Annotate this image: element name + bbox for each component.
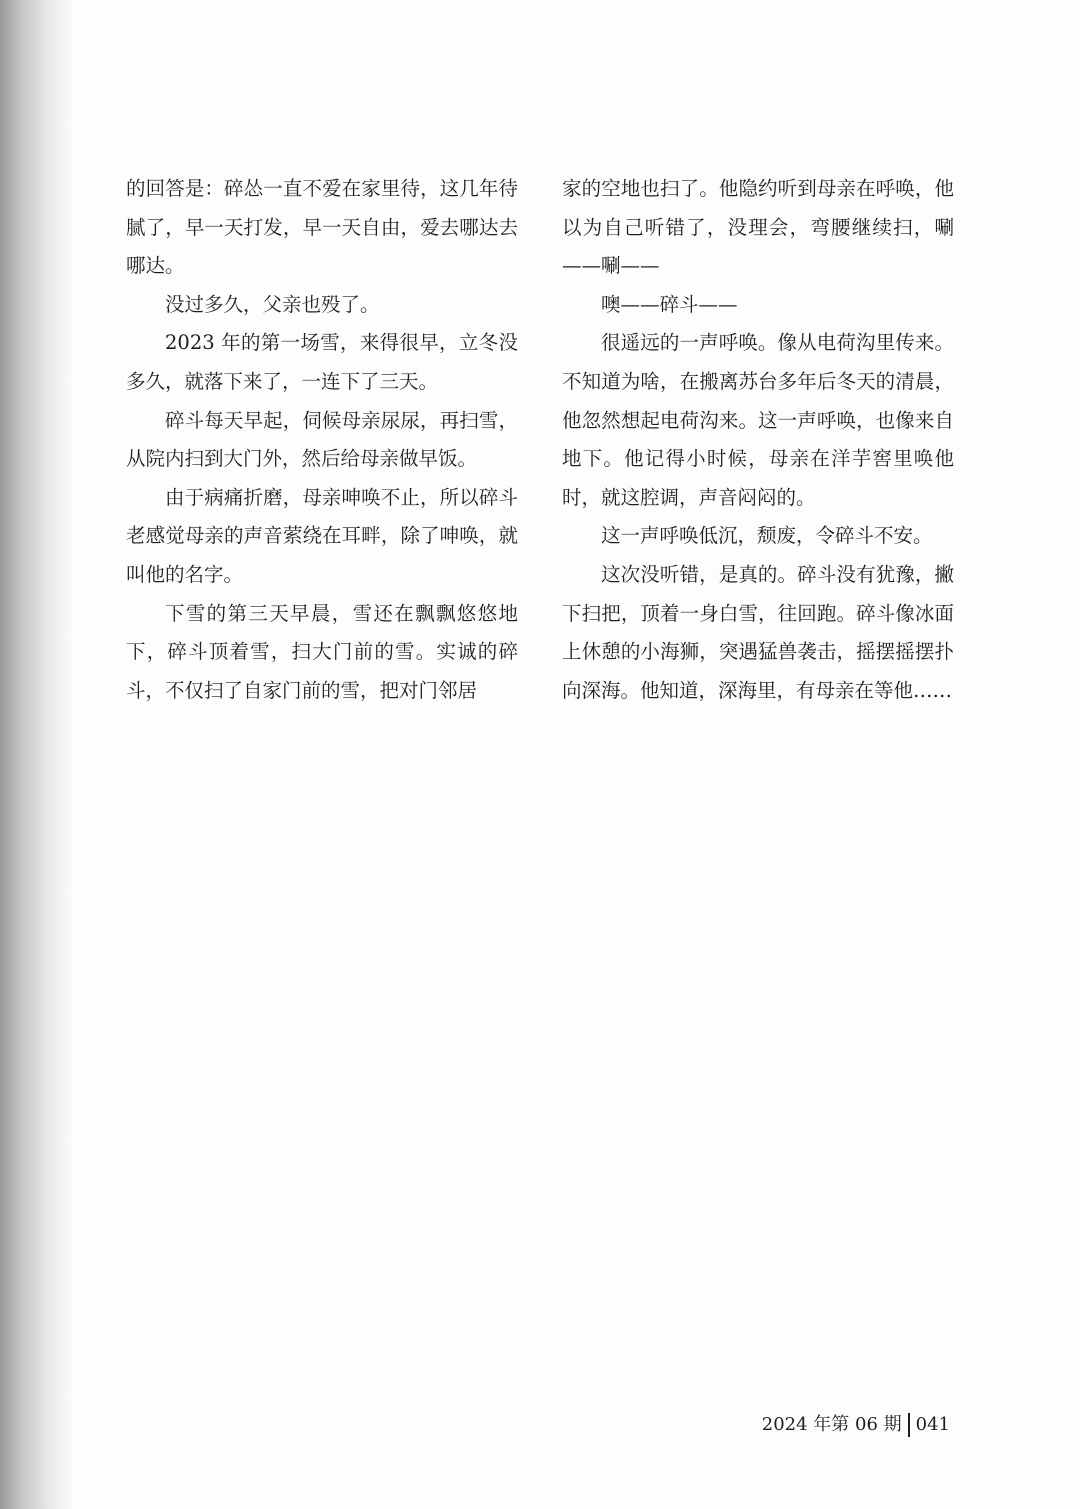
left-text-column xyxy=(126,170,518,710)
footer-divider xyxy=(908,1413,910,1437)
paragraph: 碎斗每天早起，伺候母亲尿尿，再扫雪，从院内扫到大门外，然后给母亲做早饭。 xyxy=(126,408,518,471)
paragraph: 很遥远的一声呼唤。像从电荷沟里传来。不知道为啥，在搬离苏台多年后冬天的清晨，他忽然想起电荷沟来。这一声呼唤，也像来自地下。他记得小时候，母亲在洋芋窖里唤他时，就这腔调，声音闷闷的。 xyxy=(562,331,954,509)
paragraph: 这一声呼唤低沉，颓废，令碎斗不安。 xyxy=(601,524,933,548)
page-number: 041 xyxy=(915,1414,950,1435)
paragraph: 噢——碎斗—— xyxy=(601,292,738,316)
paragraph: 2023 年的第一场雪，来得很早，立冬没多久，就落下来了，一连下了三天。 xyxy=(126,331,518,393)
page-footer xyxy=(762,1413,950,1437)
paragraph: 的回答是：碎怂一直不爱在家里待，这几年待腻了，早一天打发，早一天自由，爱去哪达去哪达。 xyxy=(126,177,518,278)
paragraph: 没过多久，父亲也殁了。 xyxy=(165,292,380,316)
paragraph: 下雪的第三天早晨，雪还在飘飘悠悠地下，碎斗顶着雪，扫大门前的雪。实诚的碎斗，不仅扫了自家门前的雪，把对门邻居 xyxy=(126,601,518,702)
right-text-column xyxy=(562,170,954,710)
paragraph: 家的空地也扫了。他隐约听到母亲在呼唤，他以为自己听错了，没理会，弯腰继续扫，唰——唰—— xyxy=(562,177,954,278)
issue-label: 2024 年第 06 期 xyxy=(761,1414,902,1435)
paragraph: 由于病痛折磨，母亲呻唤不止，所以碎斗老感觉母亲的声音萦绕在耳畔，除了呻唤，就叫他的名字。 xyxy=(126,485,518,586)
paragraph: 这次没听错，是真的。碎斗没有犹豫，撇下扫把，顶着一身白雪，往回跑。碎斗像冰面上休憩的小海狮，突遇猛兽袭击，摇摆摇摆扑向深海。他知道，深海里，有母亲在等他…… xyxy=(562,562,954,702)
page-binding-shadow xyxy=(0,0,72,1509)
